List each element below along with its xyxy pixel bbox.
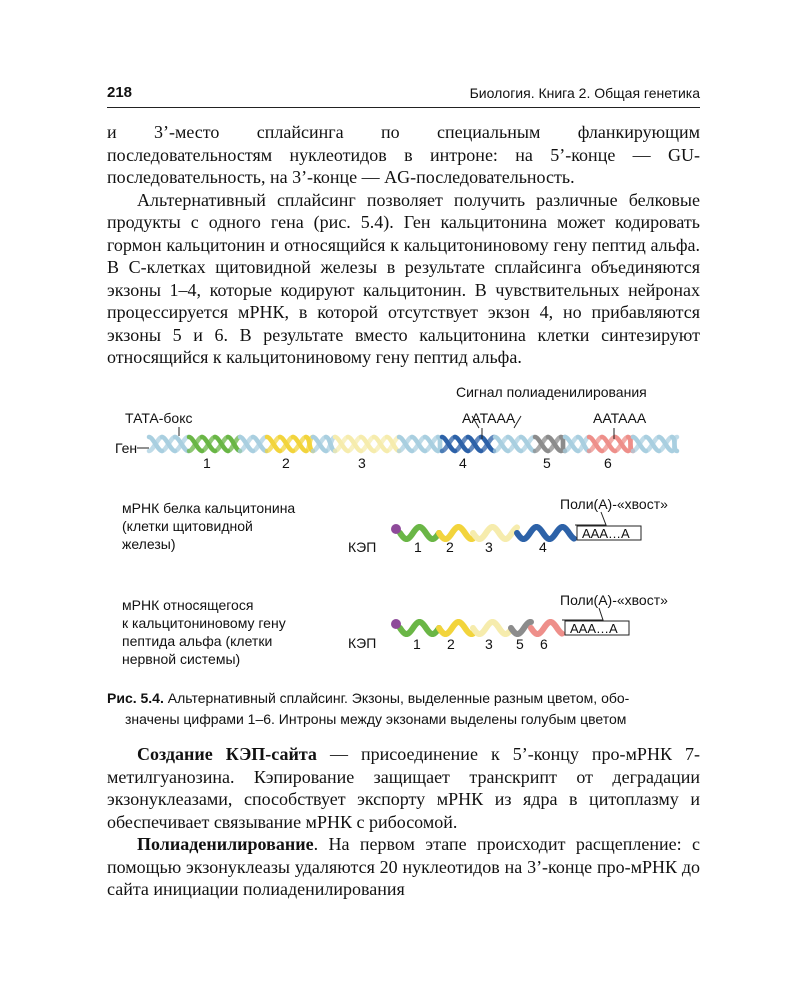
pointer-line (562, 608, 603, 620)
mrna1-exon-4 (517, 527, 574, 539)
mrna2-number: 3 (485, 636, 493, 652)
body-text-top (107, 121, 700, 369)
paragraph-3 (107, 743, 700, 833)
paragraph-3-text: — присоединение к 5’-концу про-мРНК 7-метилгуанозина. Кэпирование защищает транскрипт от деградации экзонуклеазами, способствует экспорту мРНК из ядра в цитоплазму и обеспечивает связывание мРНК с рибосомой. (107, 744, 700, 832)
mrna2-exon-6 (531, 622, 562, 634)
polya-box-text-1: AAA…A (582, 526, 630, 541)
mrna2-number: 6 (540, 636, 548, 652)
caption-text-2: значены цифрами 1–6. Интроны между экзонами выделены голубым цветом (125, 711, 627, 727)
mrna2-label-line: пептида альфа (клетки (122, 633, 273, 649)
body-text-bottom (107, 743, 700, 901)
mrna1-number: 2 (446, 539, 454, 555)
aataaa-label-1: AATAAA (462, 410, 516, 426)
mrna2-exon-2 (439, 622, 473, 634)
mrna2-exon-1 (400, 622, 439, 634)
mrna2-number: 1 (413, 636, 421, 652)
mrna2-label-line: нервной системы) (122, 651, 241, 667)
caption-text-1: Альтернативный сплайсинг. Экзоны, выделенные разным цветом, обо- (167, 690, 630, 706)
exon-number: 1 (203, 455, 211, 471)
mrna1-helix (400, 527, 574, 539)
cap-marker-1 (391, 524, 401, 534)
mrna1-number: 3 (485, 539, 493, 555)
paragraph-4-text: . На первом этапе происходит расщепление: с помощью экзонуклеазы удаляются 20 нуклеотидов на 3’-конце про-мРНК до сайта инициации полиаденилирования (107, 834, 700, 899)
gene-label: Ген (115, 440, 138, 456)
polya-tail-label-2: Поли(A)-«хвост» (560, 592, 668, 608)
term-cap-site: Создание КЭП-сайта (137, 744, 317, 764)
mrna2-number: 5 (516, 636, 524, 652)
exon-number: 5 (543, 455, 551, 471)
paragraph-1: и 3’-место сплайсинга по специальным фланкирующим последовательностям нуклеотидов в интроне: на 5’-конце — GU-последовательность, на 3’-конце — AG-последовательность. (107, 122, 700, 187)
mrna2-label-line: к кальцитониновому гену (122, 615, 286, 631)
caption-lead: Рис. 5.4. (107, 690, 164, 706)
running-head: Биология. Книга 2. Общая генетика (469, 85, 700, 101)
header-rule (107, 107, 700, 108)
aataaa-label-2: AATAAA (593, 410, 647, 426)
figure-5-4 (107, 378, 700, 678)
mrna1-number: 1 (414, 539, 422, 555)
mrna2-exon-3 (473, 622, 511, 634)
mrna1-label-line: (клетки щитовидной (122, 518, 253, 534)
exon-number: 4 (459, 455, 467, 471)
mrna1-number: 4 (539, 539, 547, 555)
pointer-line (575, 512, 606, 525)
mrna1-label-line: железы) (122, 536, 176, 552)
mrna1-exon-1 (400, 527, 439, 539)
mrna2-number: 2 (447, 636, 455, 652)
polya-tail-label-1: Поли(A)-«хвост» (560, 496, 668, 512)
polya-signal-label: Сигнал полиаденилирования (456, 384, 647, 400)
cap-label-2: КЭП (348, 635, 377, 651)
caption-line-1 (107, 688, 700, 709)
mrna1-exon-3 (473, 527, 517, 539)
paragraph-2: Альтернативный сплайсинг позволяет получить различные белковые продукты с одного гена (рис. 5.4). Ген кальцитонина может кодировать гормон кальцитонин и относящийся к кальцитониновому гену пептид альфа. В С-клетках щитовидной железы в результате сплайсинга объединяются экзоны 1–4, которые кодируют кальцитонин. В чувствительных нейронах процессируется мРНК, в которой отсутствует экзон 4, но прибавляются экзоны 5 и 6. В результате вместо кальцитонина клетки синтезируют относящийся к кальцитониновому гену пептид альфа. (107, 189, 700, 367)
cap-label-1: КЭП (348, 539, 377, 555)
page-header (107, 84, 700, 106)
figure-caption (107, 688, 700, 730)
page-number: 218 (107, 84, 133, 101)
polya-box-text-2: AAA…A (570, 621, 618, 636)
gene-helix (149, 437, 677, 451)
mrna1-exon-2 (439, 527, 473, 539)
paragraph-4 (107, 833, 700, 901)
exon-number: 2 (282, 455, 290, 471)
mrna1-label-line: мРНК белка кальцитонина (122, 500, 296, 516)
exon-number: 3 (358, 455, 366, 471)
mrna2-label-line: мРНК относящегося (122, 597, 254, 613)
exon-number: 6 (604, 455, 612, 471)
tata-box-label: ТАТА-бокс (125, 410, 193, 426)
term-polyadenylation: Полиаденилирование (137, 834, 314, 854)
mrna2-helix (400, 622, 562, 634)
cap-marker-2 (391, 619, 401, 629)
